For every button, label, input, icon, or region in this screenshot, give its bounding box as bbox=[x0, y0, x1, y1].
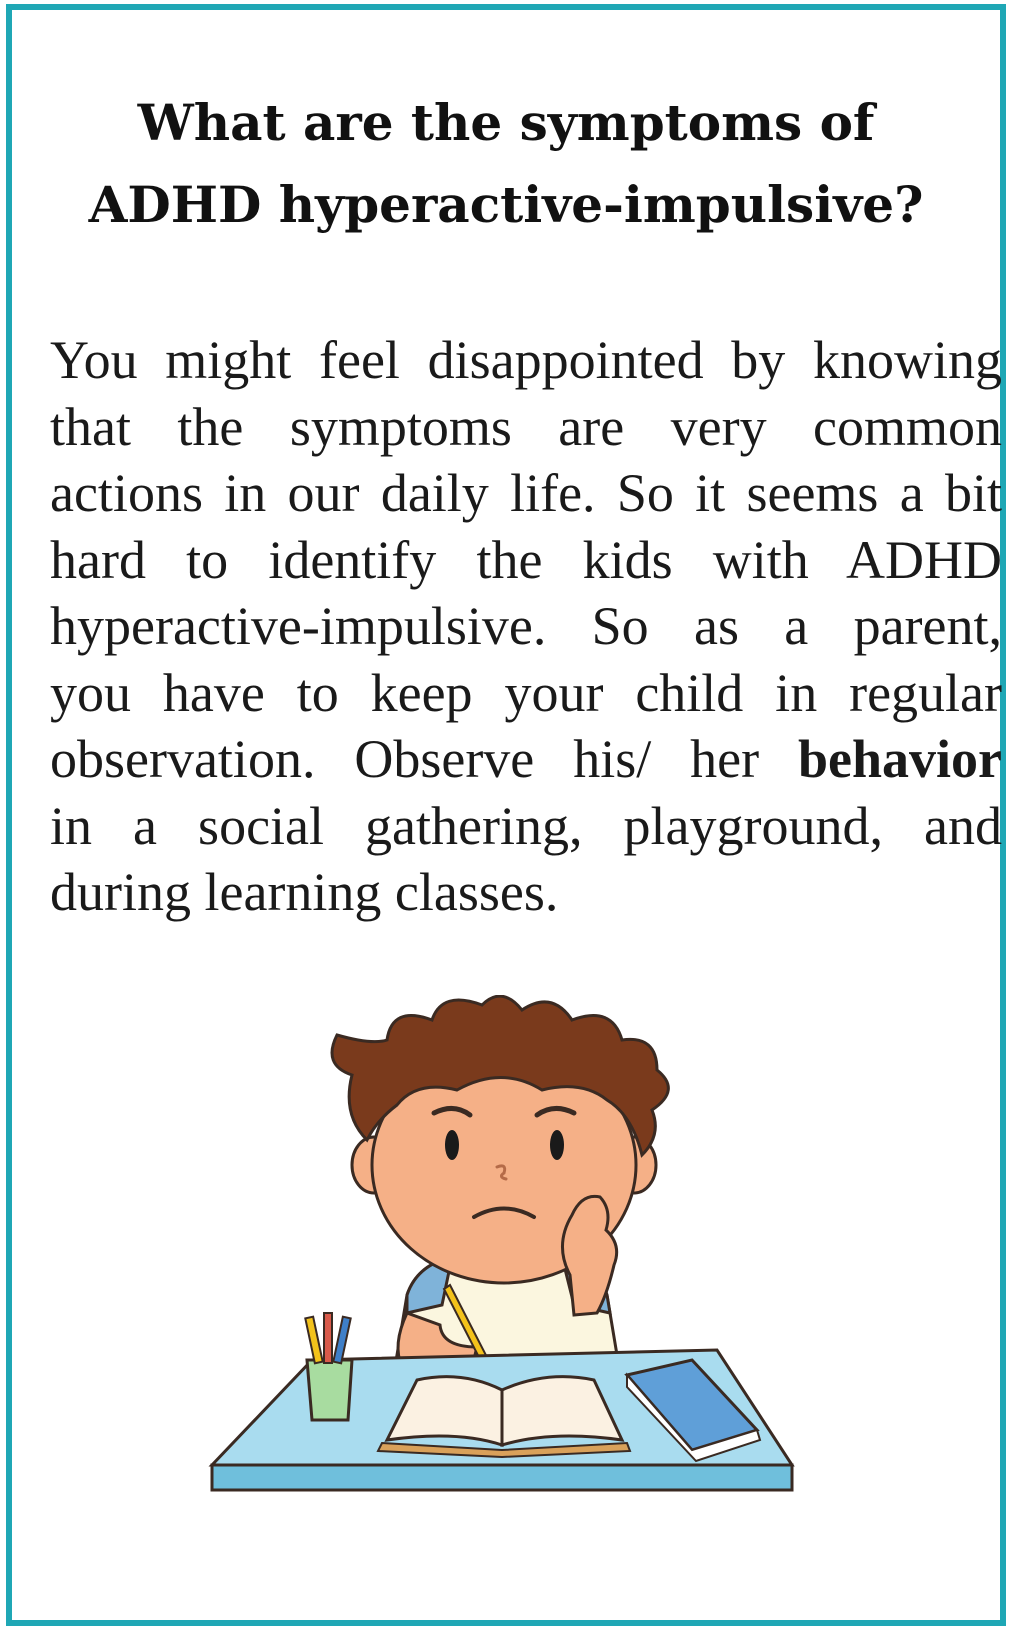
cup-pencil-yellow bbox=[305, 1317, 322, 1364]
bold-keyword: behavior bbox=[797, 729, 1002, 789]
right-eye-shape bbox=[550, 1130, 564, 1160]
left-eye-shape bbox=[445, 1130, 459, 1160]
cup-pencil-blue bbox=[333, 1317, 350, 1364]
pencil-cup-shape bbox=[307, 1360, 352, 1420]
body-paragraph bbox=[50, 327, 1002, 926]
worried-boy-studying-icon bbox=[202, 995, 842, 1585]
paragraph-line: hyperactive-impulsive. So as a parent, bbox=[50, 596, 1002, 656]
paragraph-text: observation. Observe his/ her bbox=[50, 729, 798, 789]
cup-pencil-red bbox=[324, 1313, 332, 1363]
paragraph-line: actions in our daily life. So it seems a bit bbox=[50, 463, 1002, 523]
paragraph-line: during learning classes. bbox=[50, 862, 559, 922]
title-line-2: ADHD hyperactive-impulsive? bbox=[88, 175, 924, 234]
paragraph-line: you have to keep your child in regular bbox=[50, 662, 1002, 723]
desk-edge-shape bbox=[212, 1465, 792, 1490]
paragraph-line: You might feel disappointed by knowing bbox=[50, 330, 1002, 390]
title-line-1: What are the symptoms of bbox=[137, 93, 875, 152]
paragraph-line bbox=[50, 726, 1002, 793]
card-frame bbox=[6, 4, 1006, 1626]
page-title bbox=[52, 82, 960, 246]
paragraph-line: in a social gathering, playground, and bbox=[50, 795, 1002, 856]
paragraph-line: that the symptoms are very common bbox=[50, 396, 1002, 457]
paragraph-line: hard to identify the kids with ADHD bbox=[50, 529, 1002, 590]
